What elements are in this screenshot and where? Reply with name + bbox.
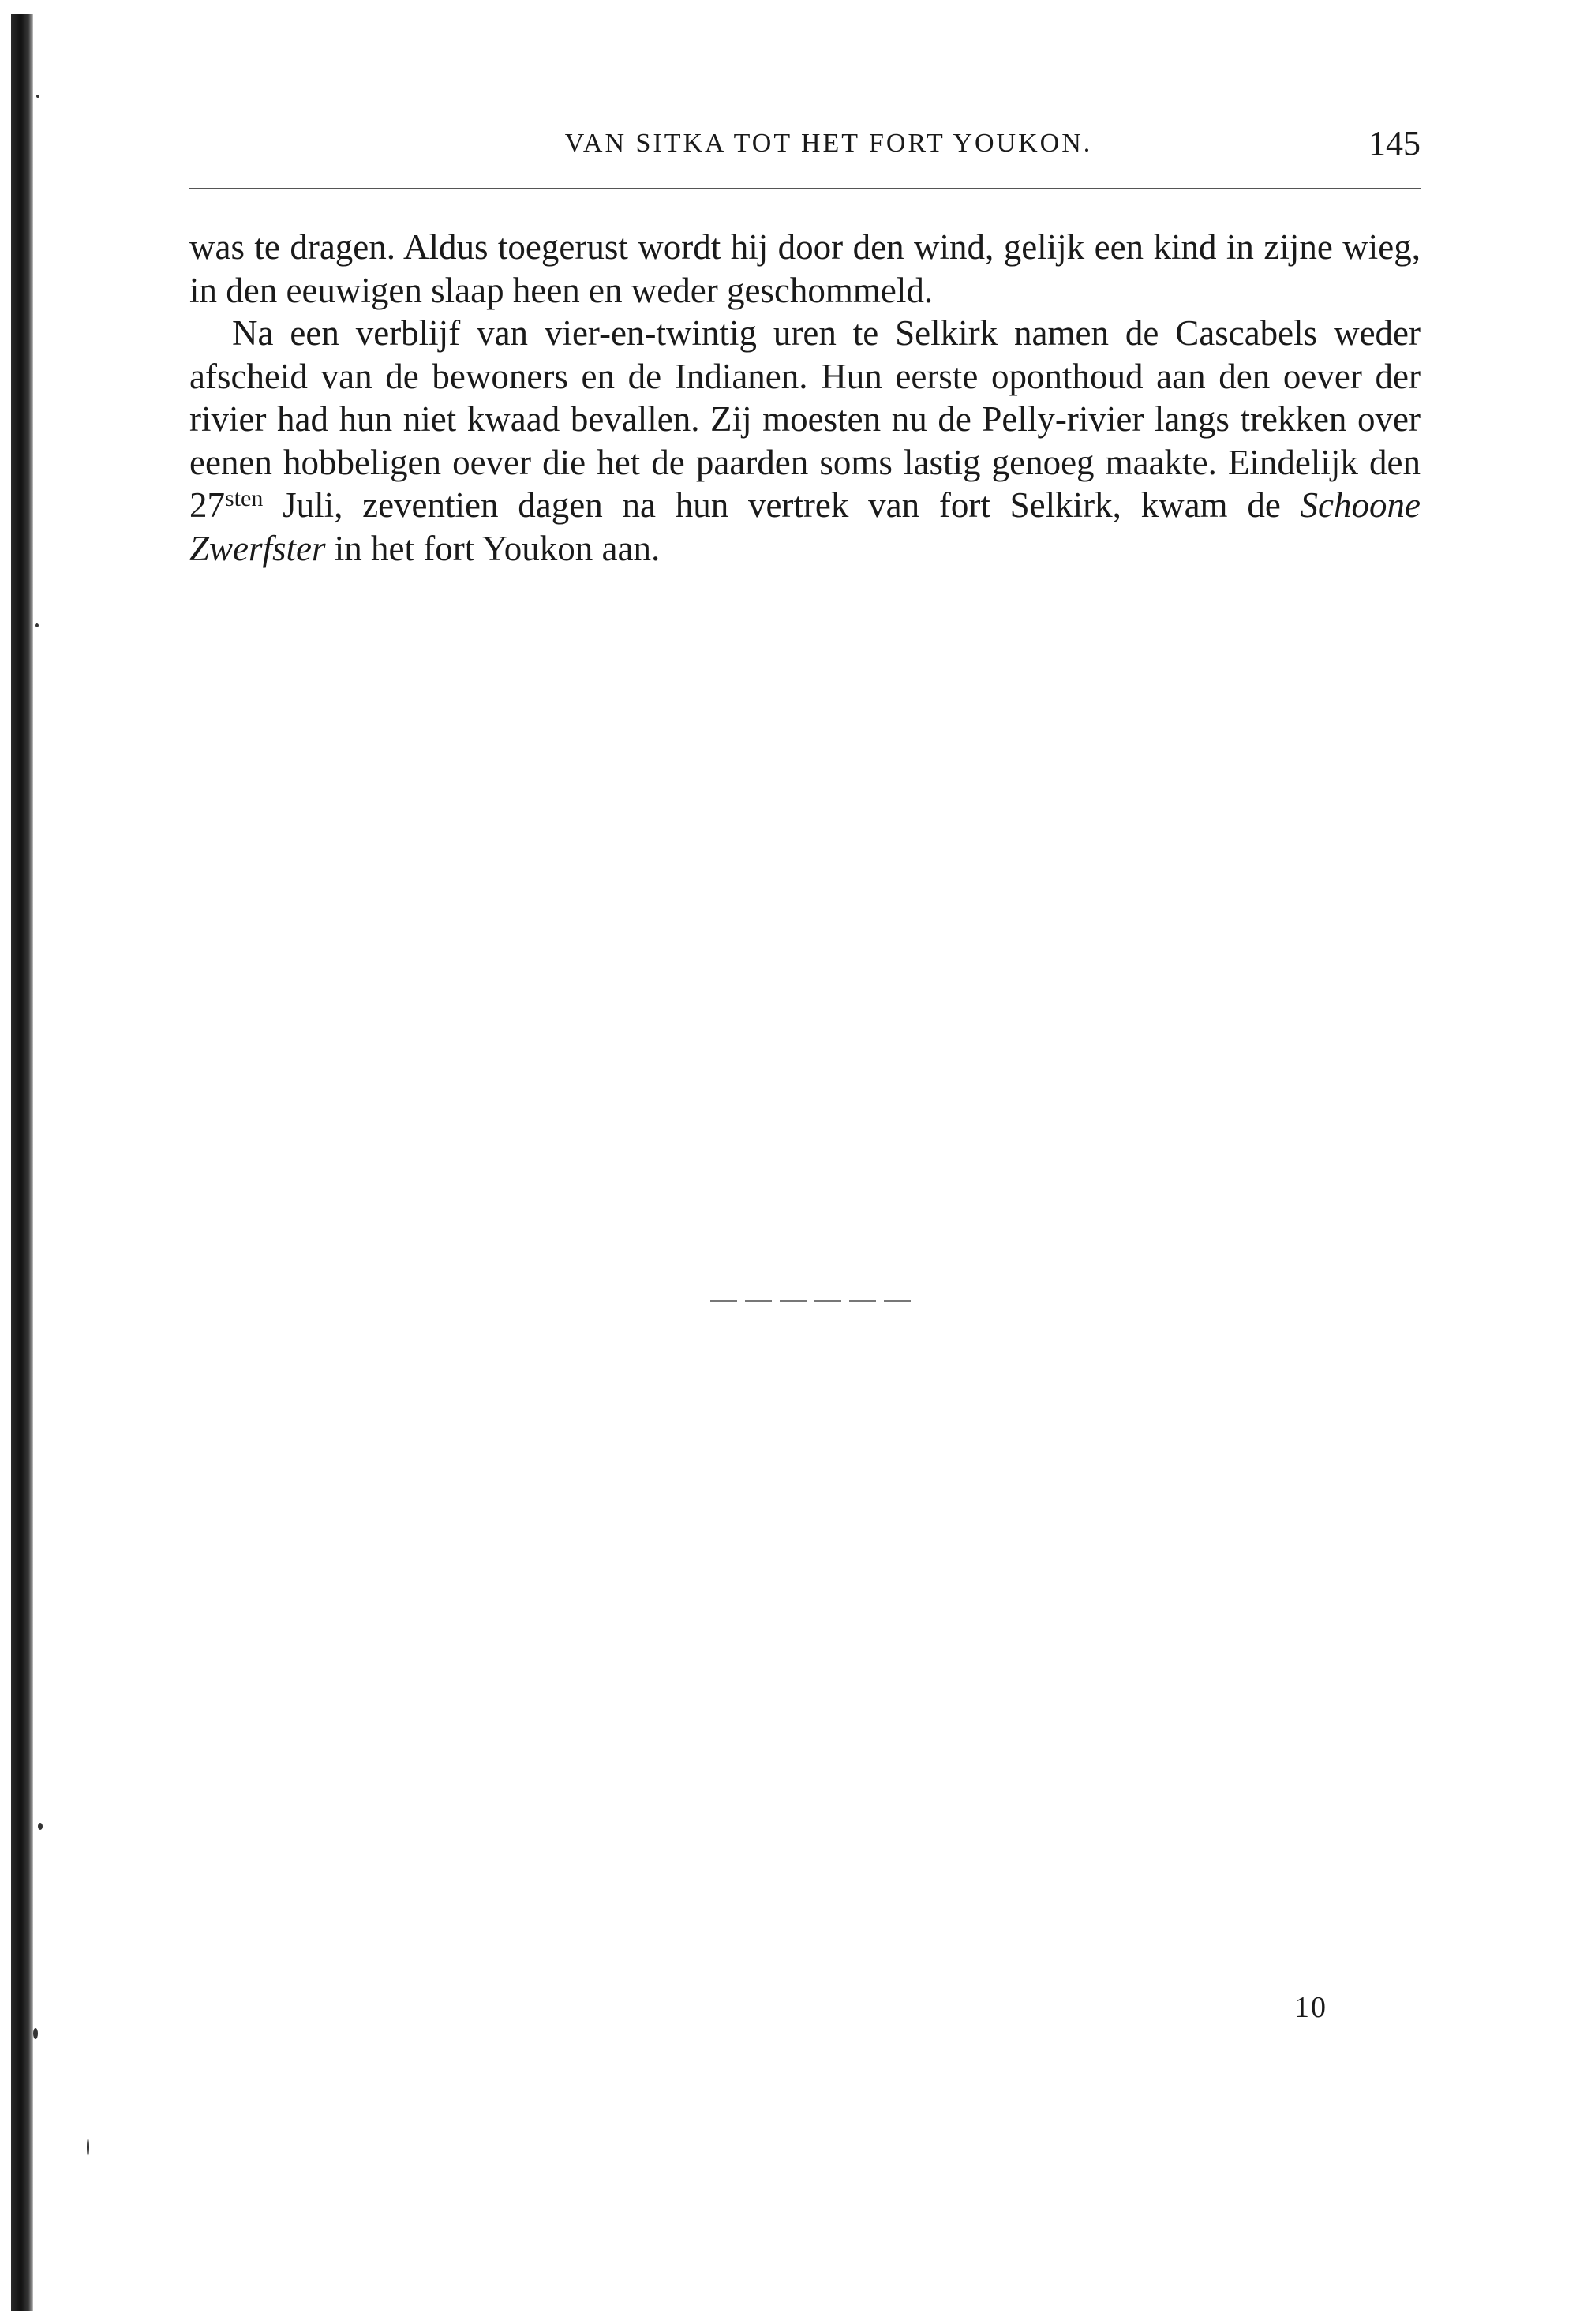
binding-shadow bbox=[11, 14, 33, 2311]
section-end-rule bbox=[710, 1300, 915, 1302]
paragraph-2 bbox=[189, 312, 1421, 570]
binding-speck bbox=[87, 2139, 89, 2156]
running-head bbox=[189, 126, 1421, 174]
date-suffix: sten bbox=[225, 485, 264, 511]
ship-name: Schoone Zwerfster bbox=[189, 485, 1421, 568]
date-number: 27 bbox=[189, 485, 225, 525]
paragraph-2-text-middle: Juli, zeventien dagen na hun vertrek van fort Selkirk, kwam de bbox=[263, 485, 1301, 525]
running-title: VAN SITKA TOT HET FORT YOUKON. bbox=[564, 129, 1093, 158]
page-number: 145 bbox=[1368, 124, 1421, 163]
binding-speck bbox=[36, 95, 39, 98]
paragraph-1: was te dragen. Aldus toegerust wordt hij door den wind, gelijk een kind in zijne wieg, in den eeuwigen slaap heen en weder geschommeld. bbox=[189, 227, 1421, 310]
binding-speck bbox=[35, 623, 39, 627]
body-text bbox=[189, 226, 1421, 570]
paragraph-2-text-start: Na een verblijf van vier-en-twintig uren te Selkirk namen de Cascabels weder afscheid van de bewoners en de Indianen. Hun eerste oponthoud aan den oever der rivier had hun niet kwaad bevallen. Zij moesten nu de Pelly-rivier langs trekken over eenen hobbeligen oever die het de paarden soms lastig genoeg maakte. Eindelijk den bbox=[189, 313, 1421, 482]
header-rule bbox=[189, 188, 1421, 189]
signature-mark: 10 bbox=[1294, 1991, 1327, 2024]
paragraph-2-text-end: in het fort Youkon aan. bbox=[325, 528, 661, 568]
binding-speck bbox=[33, 2028, 38, 2039]
binding-edge bbox=[0, 0, 49, 2324]
binding-speck bbox=[38, 1823, 43, 1830]
